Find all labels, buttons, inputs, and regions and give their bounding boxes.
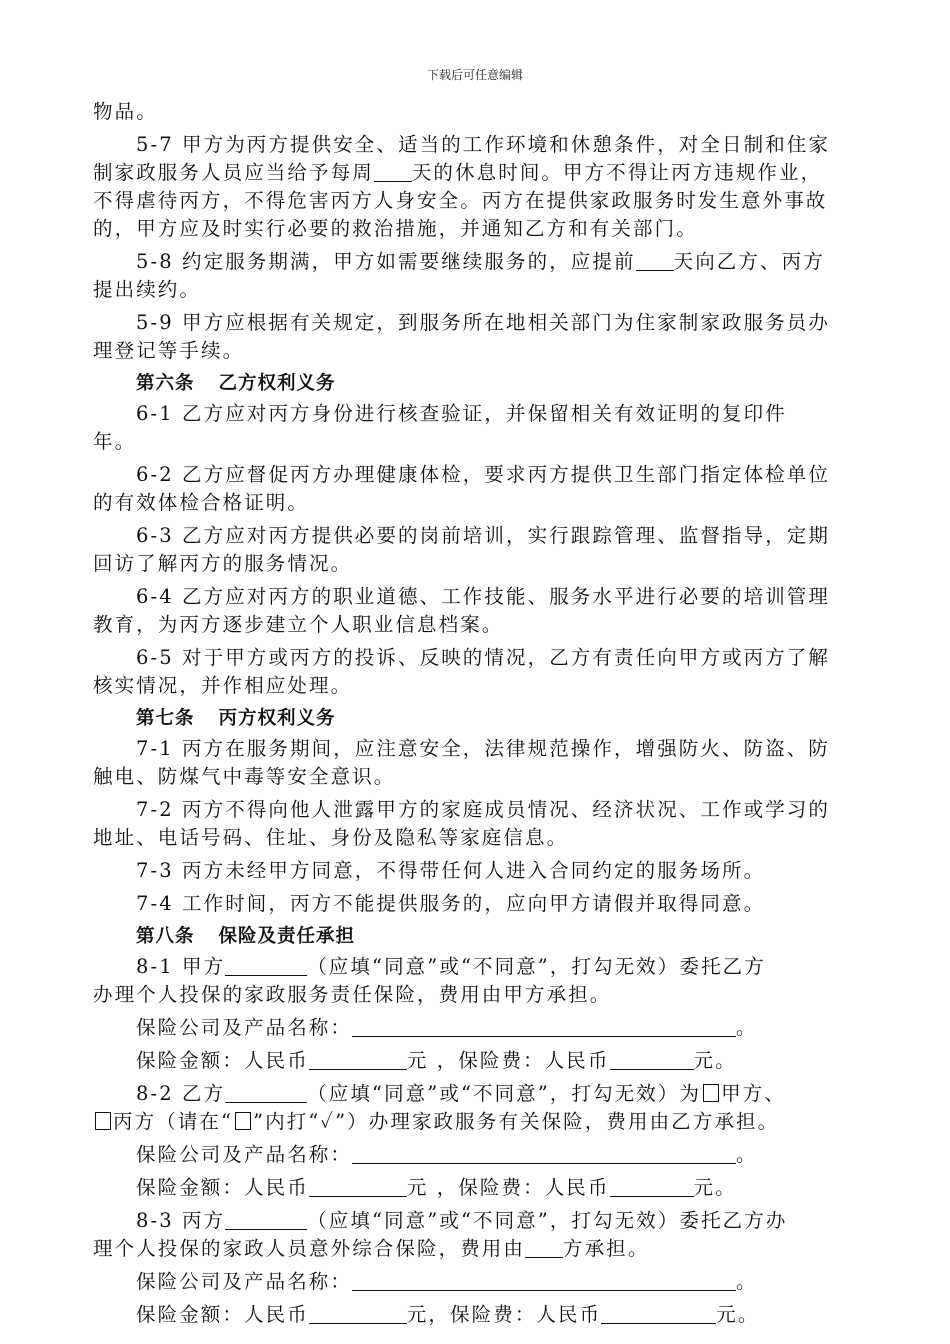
text-line: 回访了解丙方的服务情况。 <box>93 552 353 575</box>
text-line: 物品。 <box>93 100 158 123</box>
insurance-name-line <box>93 1014 861 1042</box>
text-line <box>93 1174 861 1202</box>
text-segment: 8-2 乙方 <box>136 1082 226 1105</box>
text-line: 6-5 对于甲方或丙方的投诉、反映的情况，乙方有责任向甲方或丙方了解 <box>136 646 831 669</box>
text-line: 5-7 甲方为丙方提供安全、适当的工作环境和休憩条件，对全日制和住家 <box>136 133 831 156</box>
text-segment: （应填“同意”或“不同意”，打勾无效）为 <box>307 1082 702 1105</box>
text-segment: 方承担。 <box>563 1237 650 1260</box>
text-line: 7-2 丙方不得向他人泄露甲方的家庭成员情况、经济状况、工作或学习的 <box>136 798 831 821</box>
section-heading-7 <box>93 705 861 733</box>
fill-blank[interactable] <box>610 1049 694 1070</box>
clause-6-4 <box>93 583 861 639</box>
text-line: 5-9 甲方应根据有关规定，到服务所在地相关部门为住家制家政服务员办 <box>136 311 831 334</box>
text-line <box>93 1207 861 1235</box>
text-line <box>93 248 861 276</box>
text-line <box>93 159 861 187</box>
section-number: 第六条 <box>136 373 195 394</box>
text-line: 6-2 乙方应督促丙方办理健康体检，要求丙方提供卫生部门指定体检单位 <box>136 463 831 486</box>
fill-blank[interactable] <box>352 1016 736 1037</box>
text-segment: 保险金额：人民币 <box>136 1049 309 1072</box>
text-line: 不得虐待丙方，不得危害丙方人身安全。丙方在提供家政服务时发生意外事故 <box>93 189 828 212</box>
text-line: 提出续约。 <box>93 278 202 301</box>
section-number: 第八条 <box>136 926 195 947</box>
text-line: 的，甲方应及时实行必要的救治措施，并通知乙方和有关部门。 <box>93 217 698 240</box>
clause-7-2 <box>93 796 861 852</box>
text-segment: 甲方、 <box>721 1082 786 1105</box>
clause-8-3 <box>93 1207 861 1263</box>
insurance-amount-line <box>93 1174 861 1202</box>
text-segment: 保险公司及产品名称： <box>136 1016 353 1039</box>
fill-blank[interactable] <box>225 1082 307 1103</box>
text-segment: 8-1 甲方 <box>136 955 226 978</box>
text-line: 6-1 乙方应对丙方身份进行核查验证，并保留相关有效证明的复印件 <box>136 402 787 425</box>
fill-blank[interactable] <box>309 1303 407 1324</box>
text-line: 的有效体检合格证明。 <box>93 491 310 514</box>
text-line: 7-4 工作时间，丙方不能提供服务的，应向甲方请假并取得同意。 <box>136 892 766 915</box>
section-heading-6 <box>93 370 861 398</box>
fill-blank[interactable] <box>374 161 412 182</box>
clause-6-2 <box>93 461 861 517</box>
fill-blank[interactable] <box>352 1143 736 1164</box>
section-number: 第七条 <box>136 708 195 729</box>
text-line: 6-3 乙方应对丙方提供必要的岗前培训，实行跟踪管理、监督指导，定期 <box>136 524 831 547</box>
section-title: 保险及责任承担 <box>218 926 356 947</box>
text-line <box>93 1047 861 1075</box>
text-segment: 。 <box>736 1016 758 1039</box>
text-segment: 5-8 约定服务期满，甲方如需要继续服务的，应提前 <box>136 250 636 273</box>
fill-blank[interactable] <box>352 1270 736 1291</box>
clause-5-9 <box>93 309 861 365</box>
fill-blank[interactable] <box>525 1237 563 1258</box>
section-title: 丙方权利义务 <box>218 708 336 729</box>
checkbox[interactable] <box>703 1084 719 1102</box>
text-line: 教育，为丙方逐步建立个人职业信息档案。 <box>93 613 504 636</box>
clause-7-4 <box>93 890 861 918</box>
fill-blank[interactable] <box>636 250 674 271</box>
text-line: 7-1 丙方在服务期间，应注意安全，法律规范操作，增强防火、防盗、防 <box>136 737 831 760</box>
page-header: 下载后可任意编辑 <box>426 68 523 82</box>
text-line: 年。 <box>93 430 137 453</box>
text-line: 办理个人投保的家政服务责任保险，费用由甲方承担。 <box>93 983 612 1006</box>
clause-8-1 <box>93 953 861 1009</box>
text-segment: （应填“同意”或“不同意”，打勾无效）委托乙方办 <box>307 1209 788 1232</box>
text-line <box>93 1108 861 1136</box>
text-segment: ”内打“✓”）办理家政服务有关保险，费用由乙方承担。 <box>253 1110 780 1133</box>
text-line: 地址、电话号码、住址、身份及隐私等家庭信息。 <box>93 826 569 849</box>
text-segment: 8-3 丙方 <box>136 1209 226 1232</box>
text-segment: 元 ，保险费：人民币 <box>406 1049 610 1072</box>
text-segment: 元。 <box>693 1176 737 1199</box>
text-segment: 。 <box>736 1143 758 1166</box>
section-heading-8 <box>93 923 861 951</box>
text-line <box>93 1235 861 1263</box>
clause-6-3 <box>93 522 861 578</box>
text-segment: 理个人投保的家政人员意外综合保险，费用由 <box>93 1237 526 1260</box>
text-segment: 。 <box>736 1270 758 1293</box>
text-line: 7-3 丙方未经甲方同意，不得带任何人进入合同约定的服务场所。 <box>136 859 766 882</box>
text-segment: 保险金额：人民币 <box>136 1303 309 1326</box>
clause-7-3 <box>93 857 861 885</box>
text-segment: （应填“同意”或“不同意”，打勾无效）委托乙方 <box>307 955 766 978</box>
text-line <box>93 1301 861 1329</box>
insurance-name-line <box>93 1268 861 1296</box>
text-segment: 天向乙方、丙方 <box>673 250 825 273</box>
text-segment: 保险金额：人民币 <box>136 1176 309 1199</box>
text-line <box>93 1080 861 1108</box>
section-title: 乙方权利义务 <box>218 373 336 394</box>
clause-6-1 <box>93 400 861 456</box>
text-segment: 保险公司及产品名称： <box>136 1270 353 1293</box>
text-segment: 元 ，保险费：人民币 <box>406 1176 610 1199</box>
text-line: 6-4 乙方应对丙方的职业道德、工作技能、服务水平进行必要的培训管理 <box>136 585 831 608</box>
clause-5-8 <box>93 248 861 304</box>
fill-blank[interactable] <box>225 1209 307 1230</box>
text-line <box>93 1141 861 1169</box>
text-line: 核实情况，并作相应处理。 <box>93 674 353 697</box>
fill-blank[interactable] <box>225 955 307 976</box>
clause-8-2 <box>93 1080 861 1136</box>
insurance-amount-line <box>93 1301 861 1329</box>
text-segment: 天的休息时间。甲方不得让丙方违规作业， <box>411 161 823 184</box>
text-segment: 元。 <box>693 1049 737 1072</box>
fill-blank[interactable] <box>309 1176 407 1197</box>
paragraph <box>93 98 861 126</box>
text-line <box>93 1268 861 1296</box>
fill-blank[interactable] <box>309 1049 407 1070</box>
fill-blank[interactable] <box>610 1176 694 1197</box>
text-segment: 制家政服务人员应当给予每周 <box>93 161 374 184</box>
text-line: 理登记等手续。 <box>93 339 245 362</box>
checkbox[interactable] <box>95 1112 111 1130</box>
text-segment: 丙方（请在“ <box>113 1110 234 1133</box>
text-line: 触电、防煤气中毒等安全意识。 <box>93 765 396 788</box>
text-line <box>93 953 861 981</box>
text-segment: 元，保险费：人民币 <box>406 1303 602 1326</box>
insurance-amount-line <box>93 1047 861 1075</box>
checkbox-symbol <box>235 1112 251 1130</box>
text-segment: 元。 <box>716 1303 760 1326</box>
clause-7-1 <box>93 735 861 791</box>
fill-blank[interactable] <box>601 1303 716 1324</box>
document-body <box>93 98 861 1334</box>
text-line <box>93 1014 861 1042</box>
clause-6-5 <box>93 644 861 700</box>
text-segment: 保险公司及产品名称： <box>136 1143 353 1166</box>
insurance-name-line <box>93 1141 861 1169</box>
clause-5-7 <box>93 131 861 243</box>
